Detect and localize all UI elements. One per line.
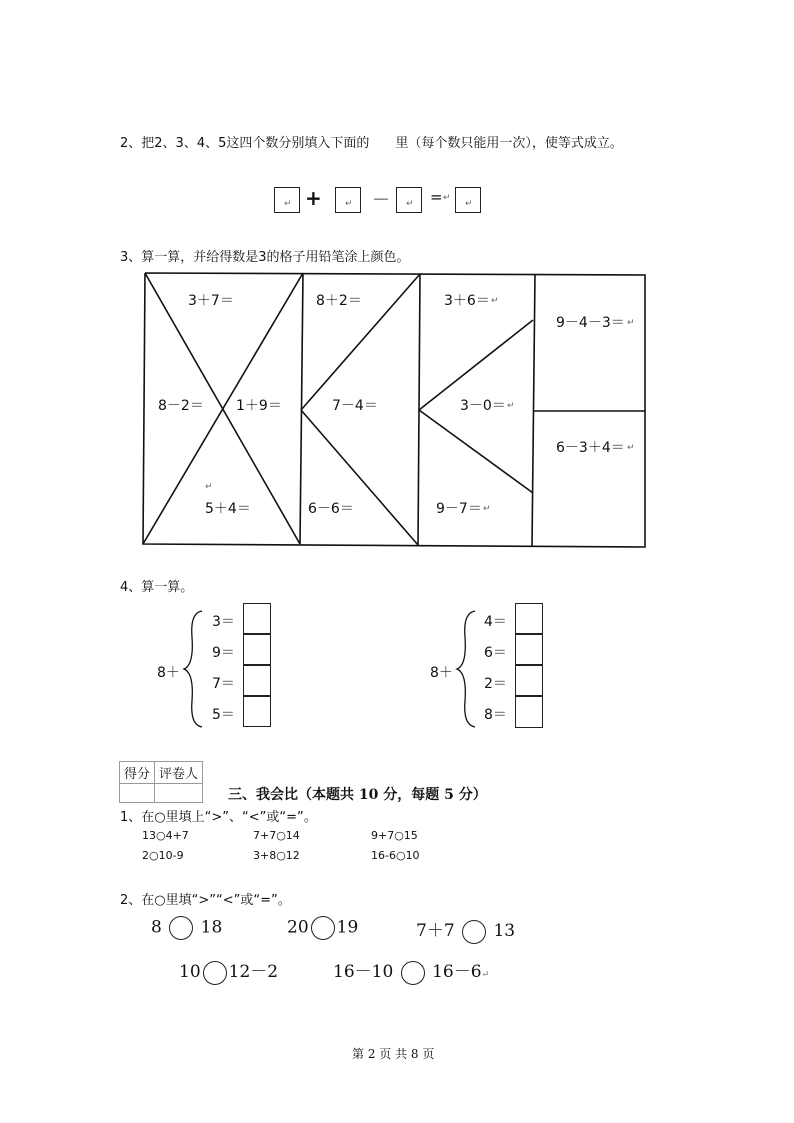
- cell-6-minus-3-plus-4: 6－3＋4＝: [556, 440, 625, 456]
- compare-item: 16-6○10: [371, 849, 420, 862]
- answer-circle[interactable]: [462, 920, 486, 944]
- score-table: [119, 761, 203, 803]
- return-mark: ↵: [284, 199, 292, 209]
- score-cell[interactable]: [120, 784, 155, 803]
- cell-3-plus-7: 3＋7＝: [188, 293, 234, 309]
- stack-right-item: 8＝: [484, 707, 507, 723]
- circle-compare: [333, 957, 489, 985]
- left-operand: 8: [151, 917, 162, 938]
- right-operand: 13: [493, 921, 516, 941]
- stack-right-item: 6＝: [484, 645, 507, 661]
- cell-5-plus-4: 5＋4＝: [205, 501, 251, 517]
- return-mark: ↵: [443, 193, 451, 203]
- return-mark: ↵: [406, 199, 414, 209]
- question-2-text: 2、把2、3、4、5这四个数分别填入下面的 里（每个数只能用一次），使等式成立。: [120, 136, 623, 151]
- compare-item: 7+7○14: [253, 829, 300, 842]
- answer-box[interactable]: [243, 665, 271, 696]
- stack-right-item: 2＝: [484, 676, 507, 692]
- compare-item: 13○4+7: [142, 829, 189, 842]
- answer-box[interactable]: [515, 665, 543, 696]
- answer-circle[interactable]: [311, 916, 335, 940]
- answer-circle[interactable]: [169, 916, 193, 940]
- answer-box[interactable]: [243, 603, 271, 634]
- left-brace-icon: [182, 609, 206, 729]
- answer-circle[interactable]: [401, 961, 425, 985]
- right-brace-icon: [455, 609, 479, 729]
- question-4-text: 4、算一算。: [120, 580, 194, 595]
- return-mark: ↵: [491, 296, 499, 306]
- cell-3-minus-0: 3－0＝: [460, 398, 506, 414]
- stack-right-prefix: 8＋: [430, 665, 453, 681]
- section-3-title: 三、我会比（本题共 10 分，每题 5 分）: [228, 787, 487, 803]
- cell-1-plus-9: 1＋9＝: [236, 398, 282, 414]
- cell-7-minus-4: 7－4＝: [332, 398, 378, 414]
- answer-box[interactable]: [243, 696, 271, 727]
- return-mark: ↵: [483, 504, 491, 514]
- equals-sign: =: [430, 188, 443, 206]
- answer-circle[interactable]: [203, 961, 227, 985]
- circle-compare: [151, 916, 222, 940]
- left-operand: 20: [287, 917, 309, 938]
- left-operand: 16－10: [333, 962, 394, 982]
- stack-left-item: 9＝: [212, 645, 235, 661]
- cell-9-minus-4-minus-3: 9－4－3＝: [556, 315, 625, 331]
- return-mark: ↵: [481, 970, 490, 980]
- compare-item: 3+8○12: [253, 849, 300, 862]
- right-operand: 16－6: [432, 962, 482, 982]
- section-3-question-1: 1、在○里填上“>”、“<”或“=”。: [120, 810, 317, 825]
- compare-item: 9+7○15: [371, 829, 418, 842]
- cell-6-minus-6: 6－6＝: [308, 501, 354, 517]
- answer-box[interactable]: [243, 634, 271, 665]
- cell-3-plus-6: 3＋6＝: [444, 293, 490, 309]
- section-3-question-2: 2、在○里填“>”“<”或“=”。: [120, 893, 291, 908]
- cell-9-minus-7: 9－7＝: [436, 501, 482, 517]
- circle-compare: [287, 916, 358, 940]
- answer-box[interactable]: [515, 603, 543, 634]
- cell-8-plus-2: 8＋2＝: [316, 293, 362, 309]
- stack-right-item: 4＝: [484, 614, 507, 630]
- grader-label: 评卷人: [155, 762, 203, 784]
- right-operand: 18: [200, 917, 223, 938]
- grader-cell[interactable]: [155, 784, 203, 803]
- right-operand: 12－2: [228, 962, 279, 982]
- return-mark: ↵: [345, 199, 353, 209]
- plus-sign: +: [305, 186, 322, 210]
- stack-left-item: 7＝: [212, 676, 235, 692]
- return-mark: ↵: [205, 482, 213, 492]
- return-mark: ↵: [465, 199, 473, 209]
- answer-box[interactable]: [515, 634, 543, 665]
- circle-compare: [416, 916, 515, 944]
- question-3-text: 3、算一算，并给得数是3的格子用铅笔涂上颜色。: [120, 250, 410, 265]
- return-mark: ↵: [627, 318, 635, 328]
- left-operand: 7＋7: [416, 921, 455, 941]
- minus-sign: －: [372, 190, 390, 211]
- score-label: 得分: [120, 762, 155, 784]
- compare-item: 2○10-9: [142, 849, 184, 862]
- left-operand: 10: [179, 962, 201, 982]
- right-operand: 19: [336, 917, 359, 938]
- return-mark: ↵: [507, 401, 515, 411]
- stack-left-prefix: 8＋: [157, 665, 180, 681]
- circle-compare: [179, 957, 278, 985]
- stack-left-item: 5＝: [212, 707, 235, 723]
- page-footer: 第 2 页 共 8 页: [352, 1047, 435, 1061]
- return-mark: ↵: [627, 443, 635, 453]
- answer-box[interactable]: [515, 696, 543, 728]
- stack-left-item: 3＝: [212, 614, 235, 630]
- cell-8-minus-2: 8－2＝: [158, 398, 204, 414]
